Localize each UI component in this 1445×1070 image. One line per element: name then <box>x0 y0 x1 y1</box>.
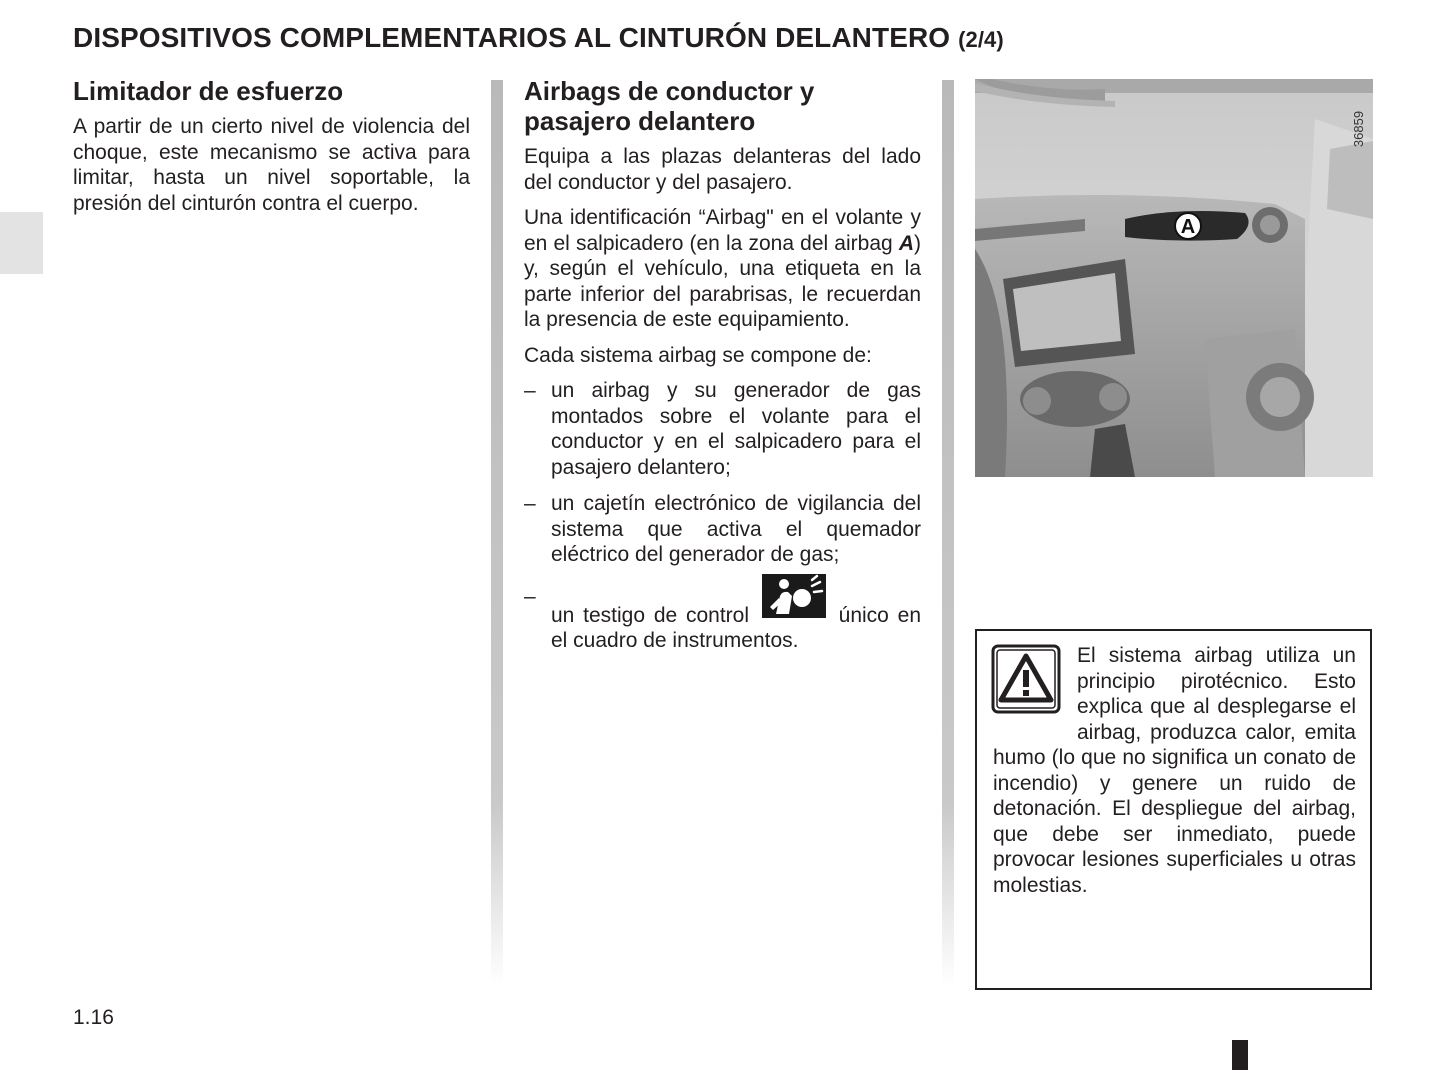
column-separator-right <box>942 80 954 985</box>
airbag-warning-light-icon <box>762 574 826 618</box>
list-dash: – <box>524 492 536 515</box>
paragraph-airbags-3: Cada sistema airbag se compone de: <box>524 343 872 367</box>
column-limitador <box>73 76 470 226</box>
list-item-text-before: un testigo de control <box>551 603 750 627</box>
paragraph-airbags-2-after: ) y, según el vehículo, una etiqueta en la parte inferior del parabrisas, le recuerdan la presencia de este equipamiento. <box>524 231 921 331</box>
dashboard-illustration <box>975 79 1373 477</box>
warning-icon-spacer <box>993 643 1077 743</box>
illustration-reference-number: 36859 <box>1351 110 1366 148</box>
list-item-text: un cajetín electrónico de vigilancia del sistema que activa el quemador eléctrico del generador de gas; <box>551 492 921 566</box>
paragraph-airbags-2 <box>524 205 921 333</box>
column-airbags <box>524 76 921 665</box>
paragraph-limitador: A partir de un cierto nivel de violencia del choque, este mecanismo se activa para limitar, hasta un nivel soportable, la presión del cinturón contra el cuerpo. <box>73 115 470 215</box>
page-title-part: (2/4) <box>958 27 1004 52</box>
illustration-marker-a: A <box>1180 216 1196 238</box>
airbag-components-list <box>524 378 921 654</box>
page-number: 1.16 <box>73 1006 114 1029</box>
list-item <box>524 378 921 480</box>
page-title <box>73 22 1004 54</box>
marker-a-reference: A <box>898 231 914 255</box>
page-title-text: DISPOSITIVOS COMPLEMENTARIOS AL CINTURÓN DELANTERO <box>73 22 951 53</box>
heading-airbags: Airbags de conductor y pasajero delantero <box>524 76 815 136</box>
paragraph-airbags-2-before: Una identificación “Airbag" en el volante y en el salpicadero (en la zona del airbag <box>524 206 921 255</box>
heading-limitador: Limitador de esfuerzo <box>73 76 344 106</box>
list-dash: – <box>524 584 536 608</box>
warning-text-block <box>993 643 1356 898</box>
section-tab-marker <box>0 212 43 274</box>
page-edge-marker <box>1232 1040 1248 1070</box>
list-item <box>524 491 921 568</box>
list-dash: – <box>524 379 536 402</box>
warning-text: El sistema airbag utiliza un principio pirotécnico. Esto explica que al desplegarse el airbag, produzca calor, emita humo (lo que no significa un conato de incendio) y genere un ruido de detonación. El despliegue del airbag, que debe ser inmediato, puede provocar lesiones superficiales u otras molestias. <box>993 644 1356 897</box>
paragraph-airbags-1: Equipa a las plazas delanteras del lado del conductor y del pasajero. <box>524 145 921 194</box>
list-item-text-after: único en el cuadro de instrumentos. <box>551 603 922 652</box>
column-separator-left <box>491 80 503 985</box>
list-item-text: un airbag y su generador de gas montados sobre el volante para el conductor y en el salpicadero para el pasajero delantero; <box>551 379 921 479</box>
warning-box <box>975 629 1372 990</box>
list-item <box>524 584 921 654</box>
